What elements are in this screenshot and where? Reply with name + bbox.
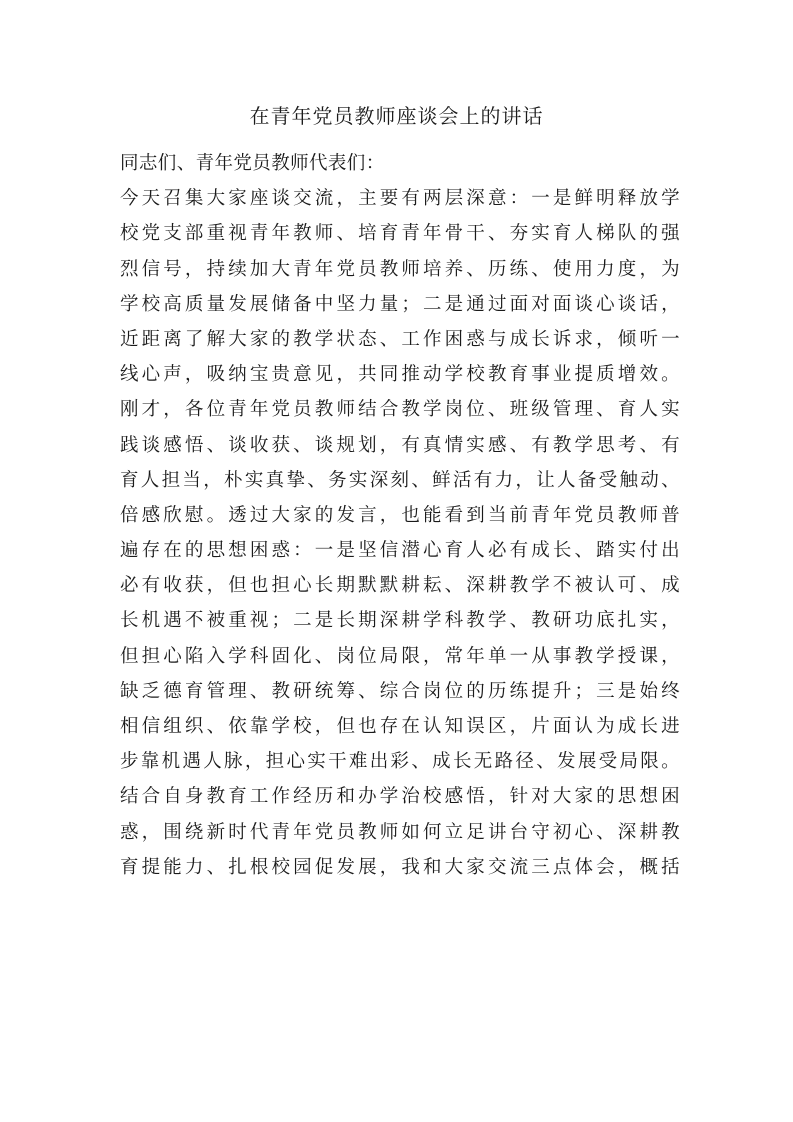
salutation-line: 同志们、青年党员教师代表们： — [120, 153, 385, 174]
text-line: 惑，围绕新时代青年党员教师如何立足讲台守初心、深耕教 — [120, 821, 680, 843]
text-line: 烈信号，持续加大青年党员教师培养、历练、使用力度，为 — [120, 258, 680, 280]
text-line: 育人担当，朴实真挚、务实深刻、鲜活有力，让人备受触动、 — [120, 469, 680, 491]
text-line: 相信组织、依靠学校，但也存在认知误区，片面认为成长进 — [120, 716, 680, 737]
text-line: 结合自身教育工作经历和办学治校感悟，针对大家的思想困 — [120, 786, 680, 808]
text-line: 今天召集大家座谈交流，主要有两层深意：一是鲜明释放学 — [120, 188, 680, 210]
text-line: 践谈感悟、谈收获、谈规划，有真情实感、有教学思考、有 — [120, 434, 680, 456]
document-title: 在青年党员教师座谈会上的讲话 — [249, 104, 544, 128]
text-line: 倍感欣慰。透过大家的发言，也能看到当前青年党员教师普 — [120, 504, 680, 526]
text-line: 校党支部重视青年教师、培育青年骨干、夯实育人梯队的强 — [120, 223, 680, 245]
text-line: 但担心陷入学科固化、岗位局限，常年单一从事教学授课， — [120, 645, 680, 667]
text-line: 必有收获，但也担心长期默默耕耘、深耕教学不被认可、成 — [120, 575, 680, 597]
text-line: 长机遇不被重视；二是长期深耕学科教学、教研功底扎实， — [120, 610, 680, 632]
text-line: 遍存在的思想困惑：一是坚信潜心育人必有成长、踏实付出 — [120, 540, 680, 562]
text-line: 线心声，吸纳宝贵意见，共同推动学校教育事业提质增效。 — [120, 364, 680, 386]
text-line: 步靠机遇人脉，担心实干难出彩、成长无路径、发展受局限。 — [120, 751, 680, 773]
text-line: 学校高质量发展储备中坚力量；二是通过面对面谈心谈话， — [120, 293, 680, 315]
document-body — [120, 146, 680, 885]
text-line: 刚才，各位青年党员教师结合教学岗位、班级管理、育人实 — [120, 399, 680, 421]
text-line: 育提能力、扎根校园促发展，我和大家交流三点体会，概括 — [120, 856, 680, 878]
text-line: 近距离了解大家的教学状态、工作困惑与成长诉求，倾听一 — [120, 328, 680, 350]
text-line: 缺乏德育管理、教研统筹、综合岗位的历练提升；三是始终 — [120, 680, 680, 702]
